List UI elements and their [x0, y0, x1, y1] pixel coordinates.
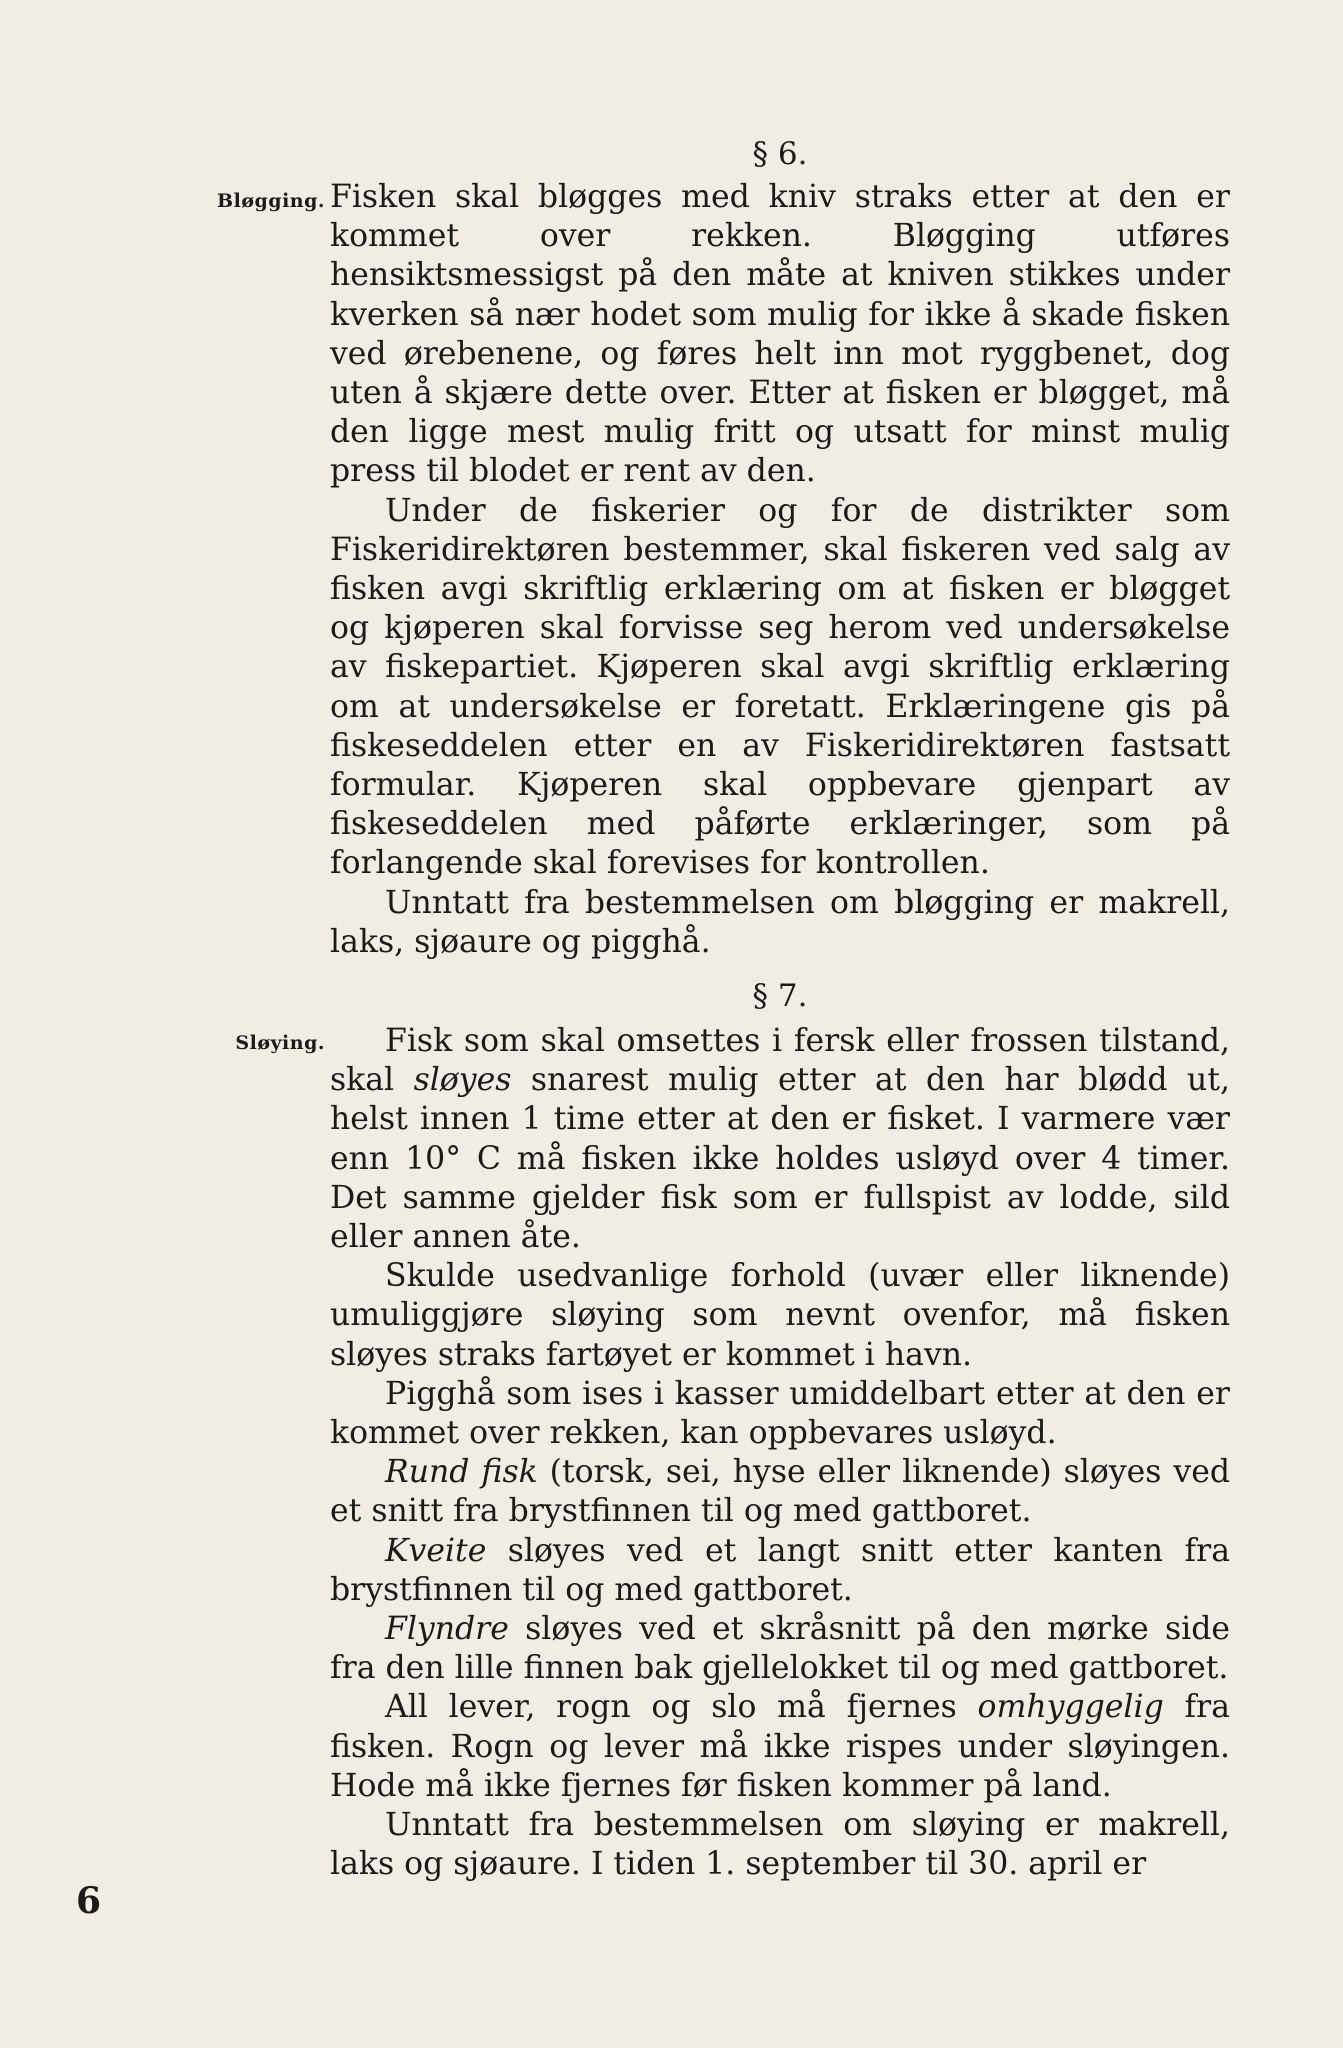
italic-term: Flyndre	[385, 1611, 509, 1648]
italic-term: Kveite	[385, 1532, 487, 1569]
section-6-paragraph-3: Unntatt fra bestemmelsen om bløgging er makrell, laks, sjøaure og pigghå.	[330, 884, 1230, 960]
section-7-paragraph-3: Pigghå som ises i kasser umiddelbart etter at den er kommet over rekken, kan oppbevares usløyd.	[330, 1375, 1230, 1452]
section-7-paragraph-5: Kveite sløyes ved et langt snitt etter kanten fra brystfinnen til og med gattboret.	[330, 1532, 1230, 1608]
section-7-paragraph-1: Fisk som skal omsettes i fersk eller frossen tilstand, skal sløyes snarest mulig etter at den har blødd ut, helst innen 1 time etter at den er fisket. I varmere vær enn 10° C må fisken ikke holdes usløyd over 4 timer. Det samme gjelder fisk som er fullspist av lodde, sild eller annen åte.	[330, 1023, 1230, 1256]
margin-label-blogging: Bløgging.	[217, 190, 325, 212]
section-7-paragraph-6: Flyndre sløyes ved et skråsnitt på den mørke side fra den lille finnen bak gjellelokket til og med gattboret.	[330, 1611, 1230, 1687]
section-7-paragraph-2: Skulde usedvanlige forhold (uvær eller liknende) umuliggjøre sløying som nevnt ovenfor, må fisken sløyes straks fartøyet er kommet i havn.	[330, 1258, 1230, 1373]
section-6-paragraph-1: Fisken skal bløgges med kniv straks etter at den er kommet over rekken. Bløgging utføres hensiktsmessigst på den måte at kniven stikkes under kverken så nær hodet som mulig for ikke å skade fisken ved ørebenene, og føres helt inn mot ryggbenet, dog uten å skjære dette over. Etter at fisken er bløgget, må den ligge mest mulig fritt og utsatt for minst mulig press til blodet er rent av den.	[330, 179, 1230, 490]
section-7-body	[330, 1022, 1230, 1884]
section-6-heading: § 6.	[752, 136, 808, 172]
italic-term: sløyes	[413, 1062, 512, 1099]
italic-term: Rund fisk	[385, 1454, 538, 1491]
margin-label-sloying: Sløying.	[235, 1032, 325, 1054]
section-7-paragraph-4: Rund fisk (torsk, sei, hyse eller liknende) sløyes ved et snitt fra brystfinnen til og med gattboret.	[330, 1454, 1231, 1530]
section-7-heading: § 7.	[752, 978, 808, 1014]
section-6-body	[330, 178, 1230, 962]
italic-term: omhyggelig	[977, 1689, 1164, 1726]
section-6-paragraph-2: Under de fiskerier og for de distrikter som Fiskeridirektøren bestemmer, skal fiskeren ved salg av fisken avgi skriftlig erklæring om at fisken er bløgget og kjøperen skal forvisse seg herom ved undersøkelse av fiskepartiet. Kjøperen skal avgi skriftlig erklæring om at undersøkelse er foretatt. Erklæringene gis på fiskeseddelen etter en av Fiskeridirektøren fastsatt formular. Kjøperen skal oppbevare gjenpart av fiskeseddelen med påførte erklæringer, som på forlangende skal forevises for kontrollen.	[330, 492, 1230, 882]
page-number: 6	[76, 1880, 102, 1922]
section-7-paragraph-7: All lever, rogn og slo må fjernes omhyggelig fra fisken. Rogn og lever må ikke rispes under sløyingen. Hode må ikke fjernes før fisken kommer på land.	[330, 1689, 1230, 1804]
section-7-paragraph-8: Unntatt fra bestemmelsen om sløying er makrell, laks og sjøaure. I tiden 1. september til 30. april er	[330, 1807, 1230, 1883]
